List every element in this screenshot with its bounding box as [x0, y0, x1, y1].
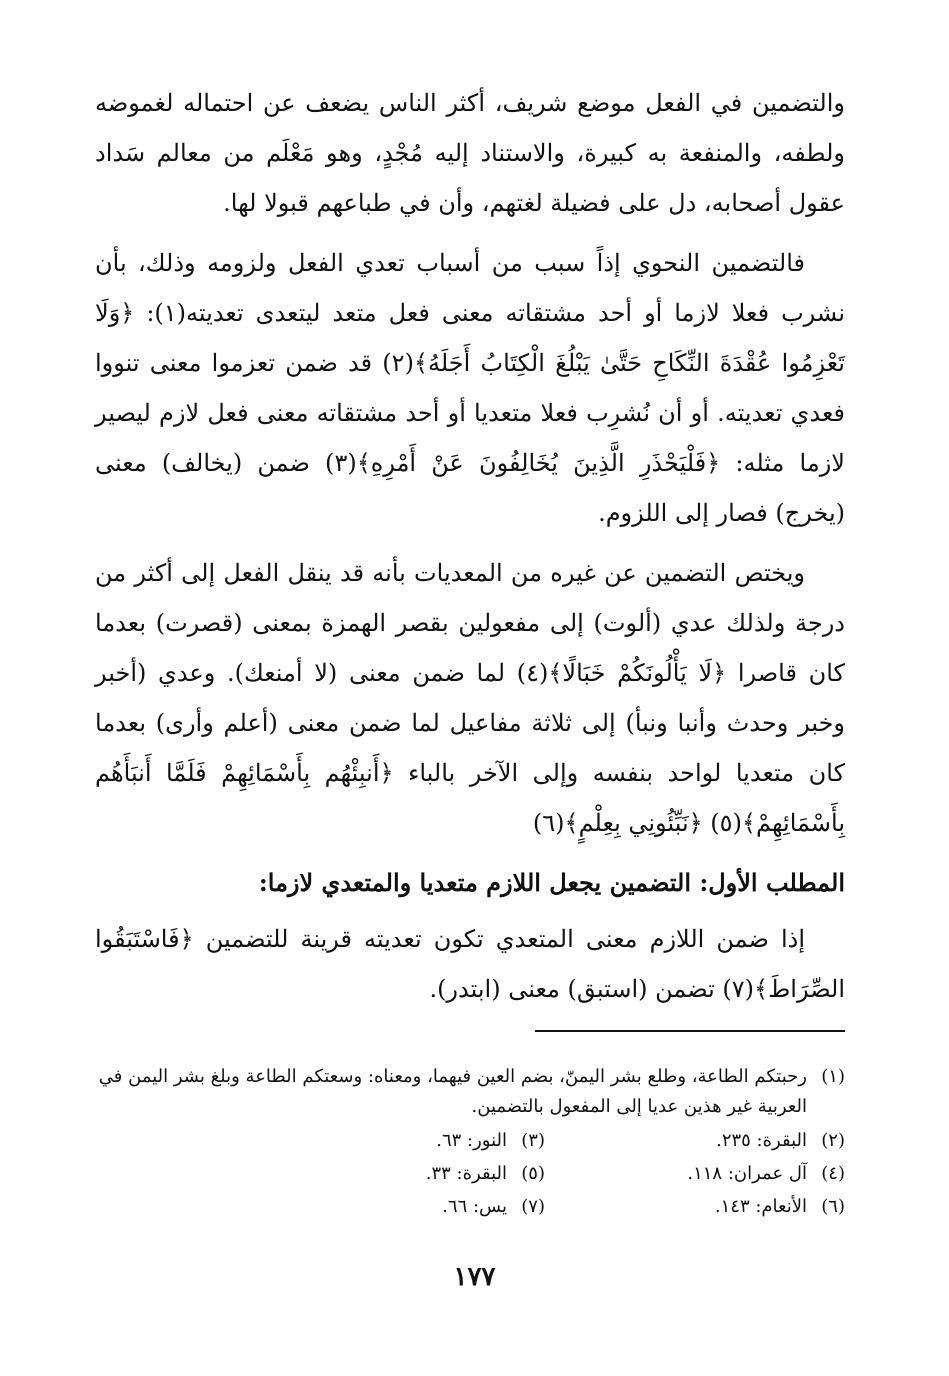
- footnote-text: يس: ٦٦.: [442, 1196, 507, 1217]
- footnote-number: (٣): [521, 1130, 545, 1151]
- footnote-text: النور: ٦٣.: [436, 1130, 507, 1151]
- main-text: [95, 78, 845, 1024]
- paragraph-1: والتضمين في الفعل موضع شريف، أكثر الناس يضعف عن احتماله لغموضه ولطفه، والمنفعة به كبيرة، والاستناد إليه مُجْدٍ، وهو مَعْلَم من معالم سَداد عقول أصحابه، دل على فضيلة لغتهم، وأن في طباعهم قبولا لها.: [95, 89, 845, 217]
- footnote-text: رحبتكم الطاعة، وطلع بشر اليمنّ، بضم العين فيهما، ومعناه: وسعتكم الطاعة وبلغ بشر اليمن في العربية غير هذين عديا إلى المفعول بالتضمين.: [98, 1066, 807, 1117]
- page-number: ١٧٧: [453, 1262, 496, 1292]
- footnote-2: [545, 1126, 845, 1159]
- footnote-5: [245, 1159, 545, 1192]
- footnote-7: [245, 1192, 545, 1225]
- footnotes: [95, 1062, 845, 1225]
- footnote-row: [95, 1126, 845, 1159]
- footnote-number: (٧): [521, 1196, 545, 1217]
- footnote-text: آل عمران: ١١٨.: [687, 1163, 807, 1184]
- footnote-text: البقرة: ٢٣٥.: [716, 1130, 807, 1151]
- footnote-6: [545, 1192, 845, 1225]
- footnote-row: [95, 1159, 845, 1192]
- paragraph-2: فالتضمين النحوي إذاً سبب من أسباب تعدي الفعل ولزومه وذلك، بأن نشرب فعلا لازما أو أحد مشتقاته معنى فعل متعد ليتعدى تعديته(١): ﴿وَلَا تَعْزِمُوا عُقْدَةَ النِّكَاحِ حَتَّىٰ يَبْلُغَ الْكِتَابُ أَجَلَهُ﴾(٢) قد ضمن تعزموا معنى تنووا فعدي تعديته. أو أن نُشرِب فعلا متعديا أو أحد مشتقاته معنى فعل لازم ليصير لازما مثله: ﴿فَلْيَحْذَرِ الَّذِينَ يُخَالِفُونَ عَنْ أَمْرِهِ﴾(٣) ضمن (يخالف) معنى (يخرج) فصار إلى اللزوم.: [95, 249, 846, 527]
- paragraph-4: إذا ضمن اللازم معنى المتعدي تكون تعديته قرينة للتضمين ﴿فَاسْتَبَقُوا الصِّرَاطَ﴾(٧) تضمن (استبق) معنى (ابتدر).: [95, 925, 845, 1003]
- section-heading: المطلب الأول: التضمين يجعل اللازم متعديا والمتعدي لازما:: [258, 868, 845, 897]
- footnote-number: (٦): [821, 1196, 845, 1217]
- footnote-text: البقرة: ٣٣.: [425, 1163, 507, 1184]
- footnote-divider: [535, 1030, 845, 1032]
- footnote-4: [545, 1159, 845, 1192]
- footnote-number: (٥): [521, 1163, 545, 1184]
- footnote-number: (٢): [821, 1130, 845, 1151]
- footnote-row: [95, 1192, 845, 1225]
- paragraph-3: ويختص التضمين عن غيره من المعديات بأنه قد ينقل الفعل إلى أكثر من درجة ولذلك عدي (ألوت) إلى مفعولين بقصر الهمزة بمعنى (قصرت) بعدما كان قاصرا ﴿لَا يَأْلُونَكُمْ خَبَالًا﴾(٤) لما ضمن معنى (لا أمنعك). وعدي (أخبر وخبر وحدث وأنبا ونبأ) إلى ثلاثة مفاعيل لما ضمن معنى (أعلم وأرى) بعدما كان متعديا لواحد بنفسه وإلى الآخر بالباء ﴿أَنبِئْهُم بِأَسْمَائِهِمْ فَلَمَّا أَنبَأَهُم بِأَسْمَائِهِمْ﴾(٥) ﴿نَبِّئُونِي بِعِلْمٍ﴾(٦): [95, 559, 845, 837]
- footnote-number: (٤): [821, 1163, 845, 1184]
- footnote-3: [245, 1126, 545, 1159]
- footnote-1: [95, 1062, 845, 1122]
- footnote-text: الأنعام: ١٤٣.: [714, 1196, 807, 1217]
- footnote-number: (١): [821, 1066, 845, 1087]
